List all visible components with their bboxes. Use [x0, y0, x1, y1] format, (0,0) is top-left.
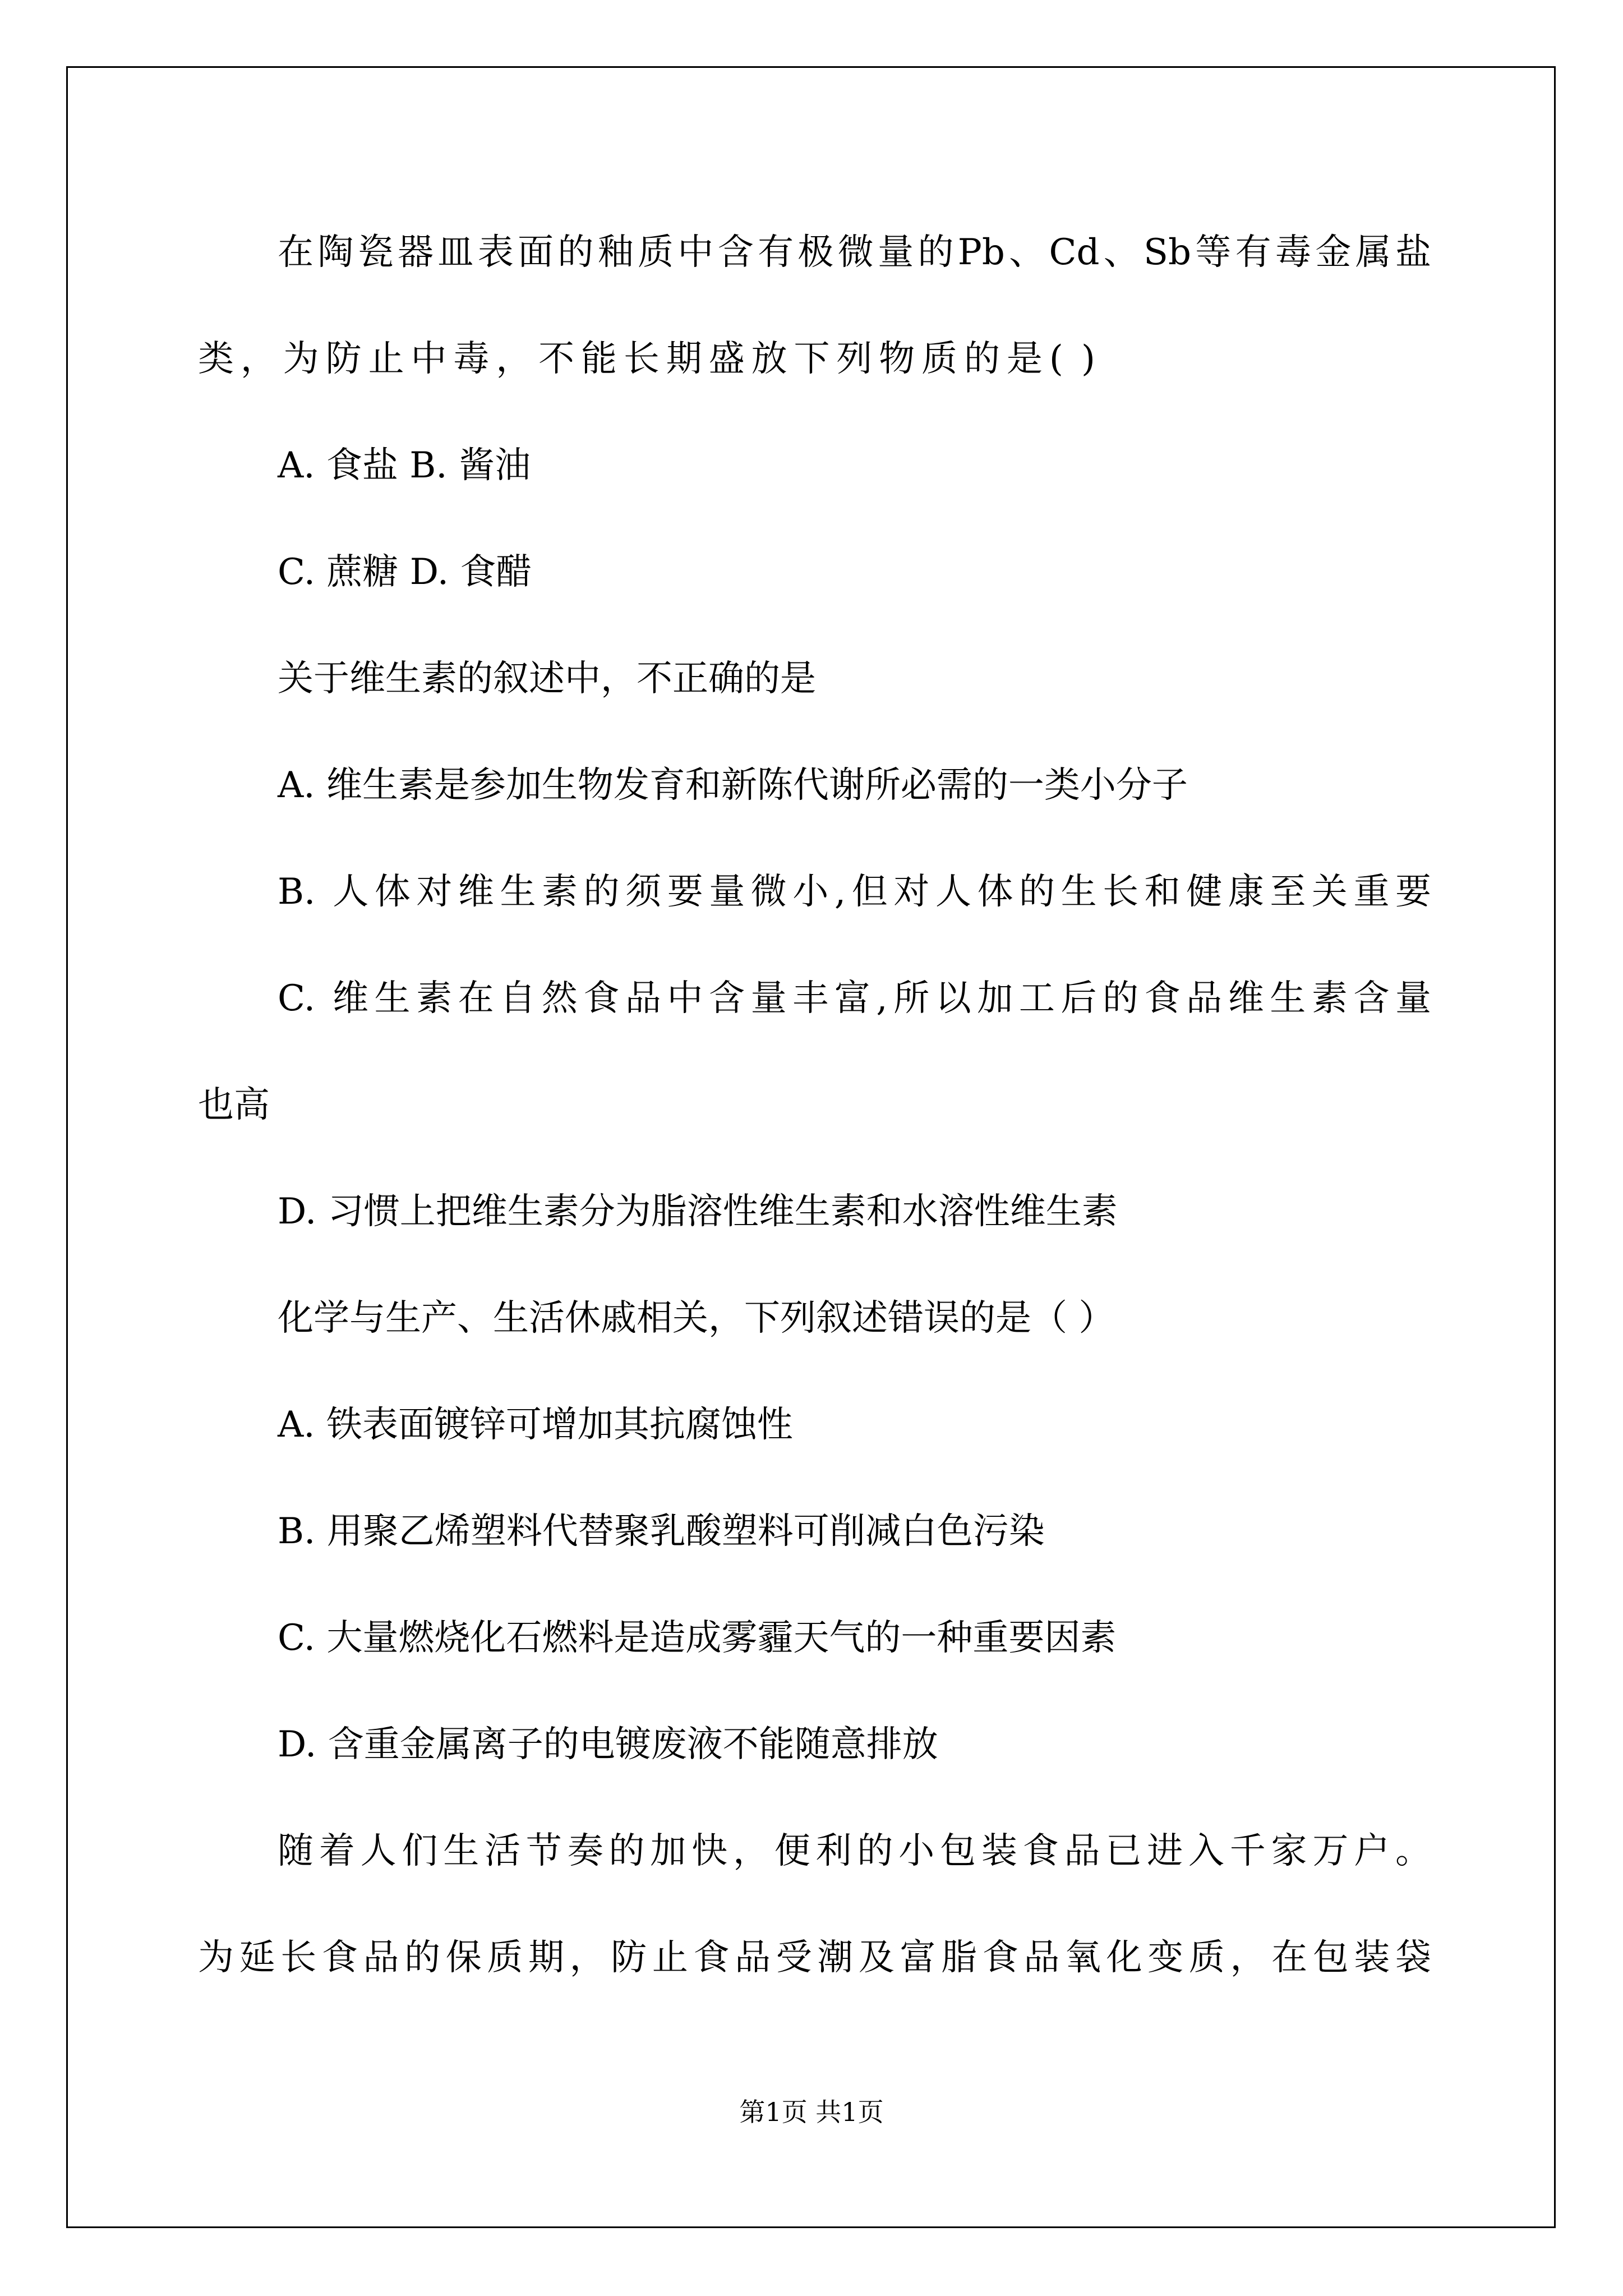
- question-line: 化学与生产、生活休戚相关，下列叙述错误的是（ ）: [278, 1297, 1115, 1339]
- option-line: B. 人体对维生素的须要量微小,但对人体的生长和健康至关重要: [278, 871, 1431, 913]
- option-line: A. 食盐 B. 酱油: [278, 445, 531, 486]
- page-footer: 第1页 共1页: [739, 2097, 884, 2127]
- option-line: B. 用聚乙烯塑料代替聚乳酸塑料可削减白色污染: [278, 1511, 1045, 1552]
- paragraph-line: 随着人们生活节奏的加快，便利的小包装食品已进入千家万户。: [278, 1830, 1431, 1872]
- option-line-continuation: 也高: [198, 1084, 270, 1126]
- option-line: C. 蔗糖 D. 食醋: [278, 551, 532, 593]
- option-line: A. 维生素是参加生物发育和新陈代谢所必需的一类小分子: [278, 765, 1188, 806]
- option-line: C. 维生素在自然食品中含量丰富,所以加工后的食品维生素含量: [278, 978, 1431, 1019]
- option-line: C. 大量燃烧化石燃料是造成雾霾天气的一种重要因素: [278, 1617, 1117, 1659]
- page-border: [66, 66, 1556, 2228]
- option-line: D. 含重金属离子的电镀废液不能随意排放: [278, 1724, 938, 1765]
- paragraph-line: 为延长食品的保质期，防止食品受潮及富脂食品氧化变质，在包装袋: [198, 1937, 1431, 1978]
- option-line: D. 习惯上把维生素分为脂溶性维生素和水溶性维生素: [278, 1191, 1118, 1232]
- paragraph-line: 类，为防止中毒，不能长期盛放下列物质的是( ): [198, 338, 1095, 380]
- option-line: A. 铁表面镀锌可增加其抗腐蚀性: [278, 1404, 793, 1446]
- paragraph-line: 在陶瓷器皿表面的釉质中含有极微量的Pb、Cd、Sb等有毒金属盐: [278, 232, 1431, 273]
- question-line: 关于维生素的叙述中，不正确的是: [278, 658, 816, 700]
